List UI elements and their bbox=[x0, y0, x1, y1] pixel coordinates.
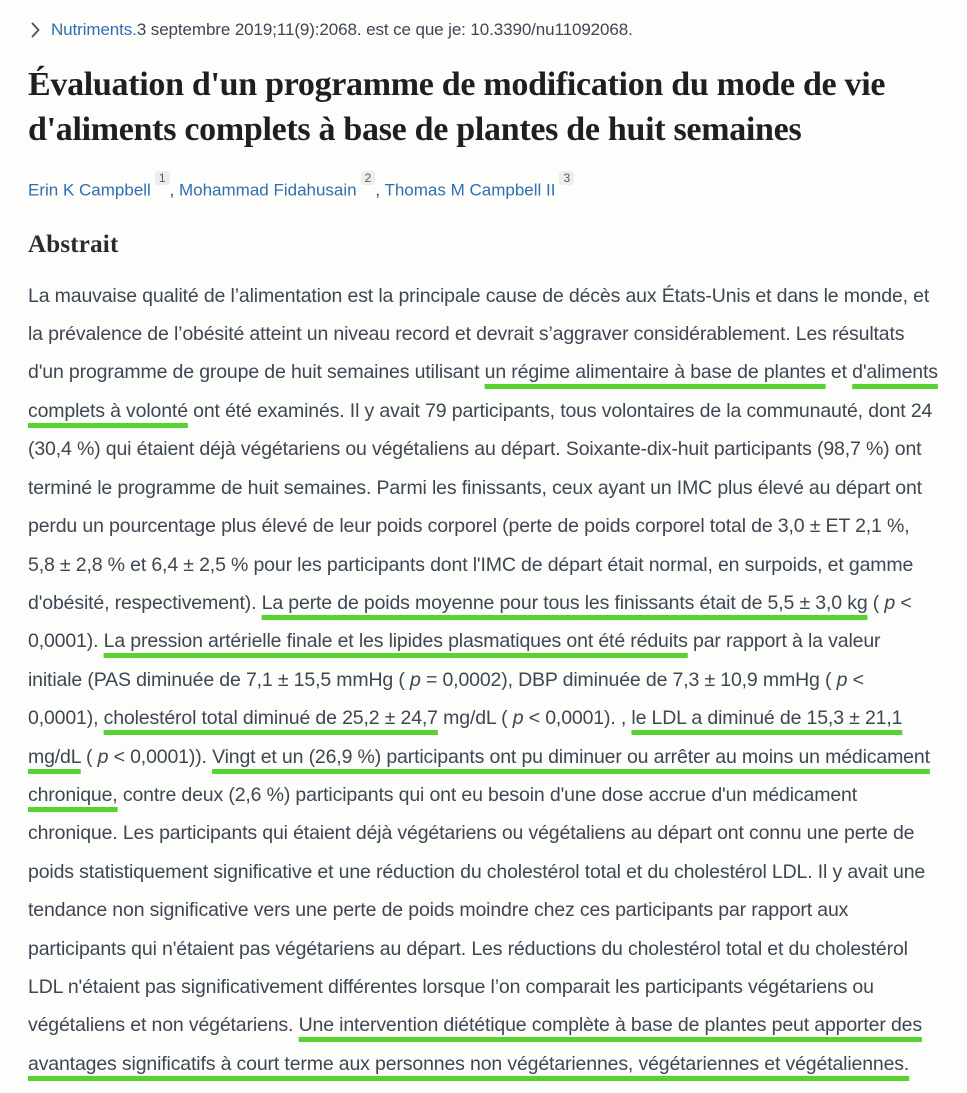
highlighted-phrase: le LDL a diminué de 15,3 ± 21,1 mg/dL bbox=[28, 707, 903, 768]
highlighted-phrase: cholestérol total diminué de 25,2 ± 24,7 bbox=[103, 707, 438, 730]
abstract-segment: p bbox=[512, 707, 524, 730]
abstract-segment: La mauvaise qualité de l’alimentation est la principale cause de décès aux États-Unis et dans le monde, et la prévalence de l’obésité atteint un niveau record et devrait s’aggraver considérablement. Les résultats d'un programme de groupe de huit semaines utilisant bbox=[28, 284, 930, 384]
author-list bbox=[28, 171, 939, 201]
abstract-segment: mg/dL ( bbox=[437, 707, 513, 730]
abstract-segment: ont été examinés. Il y avait 79 participants, tous volontaires de la communauté, dont 24 (30,4 %) qui étaient déjà végétariens ou végétaliens au départ. Soixante-dix-huit participants (98,7 %) ont terminé le programme de huit semaines. Parmi les finissants, ceux ayant un IMC plus élevé au départ ont perdu un pourcentage plus élevé de leur poids corporel (perte de poids corporel total de 3,0 ± ET 2,1 %, 5,8 ± 2,8 % et 6,4 ± 2,5 % pour les participants dont l'IMC de départ était normal, en surpoids, et gamme d'obésité, respectivement). bbox=[28, 399, 933, 614]
abstract-heading: Abstrait bbox=[28, 230, 119, 258]
abstract-segment: < 0,0001). , bbox=[523, 707, 632, 730]
journal-citation-line bbox=[28, 20, 939, 40]
author-link[interactable]: Thomas M Campbell II bbox=[384, 180, 556, 200]
abstract-segment: et bbox=[825, 361, 853, 384]
author-link[interactable]: Mohammad Fidahusain bbox=[178, 180, 357, 200]
abstract-segment: < 0,0001), bbox=[28, 668, 864, 730]
abstract-segment: ( bbox=[867, 591, 885, 614]
highlighted-phrase: Vingt et un (26,9 %) participants ont pu diminuer ou arrêter au moins un médicament chronique, bbox=[28, 745, 930, 806]
highlighted-phrase: La perte de poids moyenne pour tous les finissants était de 5,5 ± 3,0 kg bbox=[261, 591, 868, 614]
abstract-segment: p bbox=[410, 668, 421, 691]
author-separator: , bbox=[375, 180, 385, 200]
author-affiliation-sup[interactable]: 2 bbox=[361, 171, 376, 185]
abstract-segment: contre deux (2,6 %) participants qui ont eu besoin d'une dose accrue d'un médicament chronique. Les participants qui étaient déjà végétariens ou végétaliens au départ ont connu une perte de poids statistiquement significative et une réduction du cholestérol total et du cholestérol LDL. Il y avait une tendance non significative vers une perte de poids moindre chez ces participants par rapport aux participants qui n'étaient pas végétariens au départ. Les réductions du cholestérol total et du cholestérol LDL n'étaient pas significativement différentes lorsque l’on comparait les participants végétariens ou végétaliens et non végétariens. bbox=[28, 783, 926, 1037]
author-affiliation-sup[interactable]: 1 bbox=[155, 171, 170, 185]
author-affiliation-sup[interactable]: 3 bbox=[559, 171, 574, 185]
abstract-text bbox=[28, 277, 939, 1084]
highlighted-phrase: Une intervention diététique complète à base de plantes peut apporter des avantages significatifs à court terme aux personnes non végétariennes, végétariennes et végétaliennes. bbox=[28, 1014, 922, 1075]
abstract-segment: par rapport à la valeur initiale (PAS diminuée de 7,1 ± 15,5 mmHg ( bbox=[28, 630, 881, 691]
author-separator: , bbox=[169, 180, 179, 200]
abstract-segment: < 0,0001). bbox=[28, 591, 912, 653]
highlighted-phrase: La pression artérielle finale et les lipides plasmatiques ont été réduits bbox=[103, 630, 688, 653]
citation-text: 3 septembre 2019;11(9):2068. est ce que je: 10.3390/nu11092068. bbox=[136, 20, 633, 39]
chevron-right-icon bbox=[30, 21, 41, 39]
abstract-segment: p bbox=[97, 745, 109, 768]
abstract-segment: ( bbox=[80, 745, 98, 768]
abstract-segment: < 0,0001)). bbox=[108, 745, 213, 768]
abstract-segment: = 0,0002), DBP diminuée de 7,3 ± 10,9 mmHg ( bbox=[420, 668, 837, 691]
highlighted-phrase: d'aliments complets à volonté bbox=[28, 361, 938, 422]
abstract-segment: p bbox=[836, 668, 848, 691]
journal-link[interactable]: Nutriments. bbox=[51, 20, 137, 39]
highlighted-phrase: un régime alimentaire à base de plantes bbox=[484, 361, 826, 384]
abstract-segment: p bbox=[884, 591, 896, 614]
author-link[interactable]: Erin K Campbell bbox=[28, 180, 151, 200]
article-title: Évaluation d'un programme de modification du mode de vie d'aliments complets à base de plantes de huit semaines bbox=[28, 66, 886, 148]
